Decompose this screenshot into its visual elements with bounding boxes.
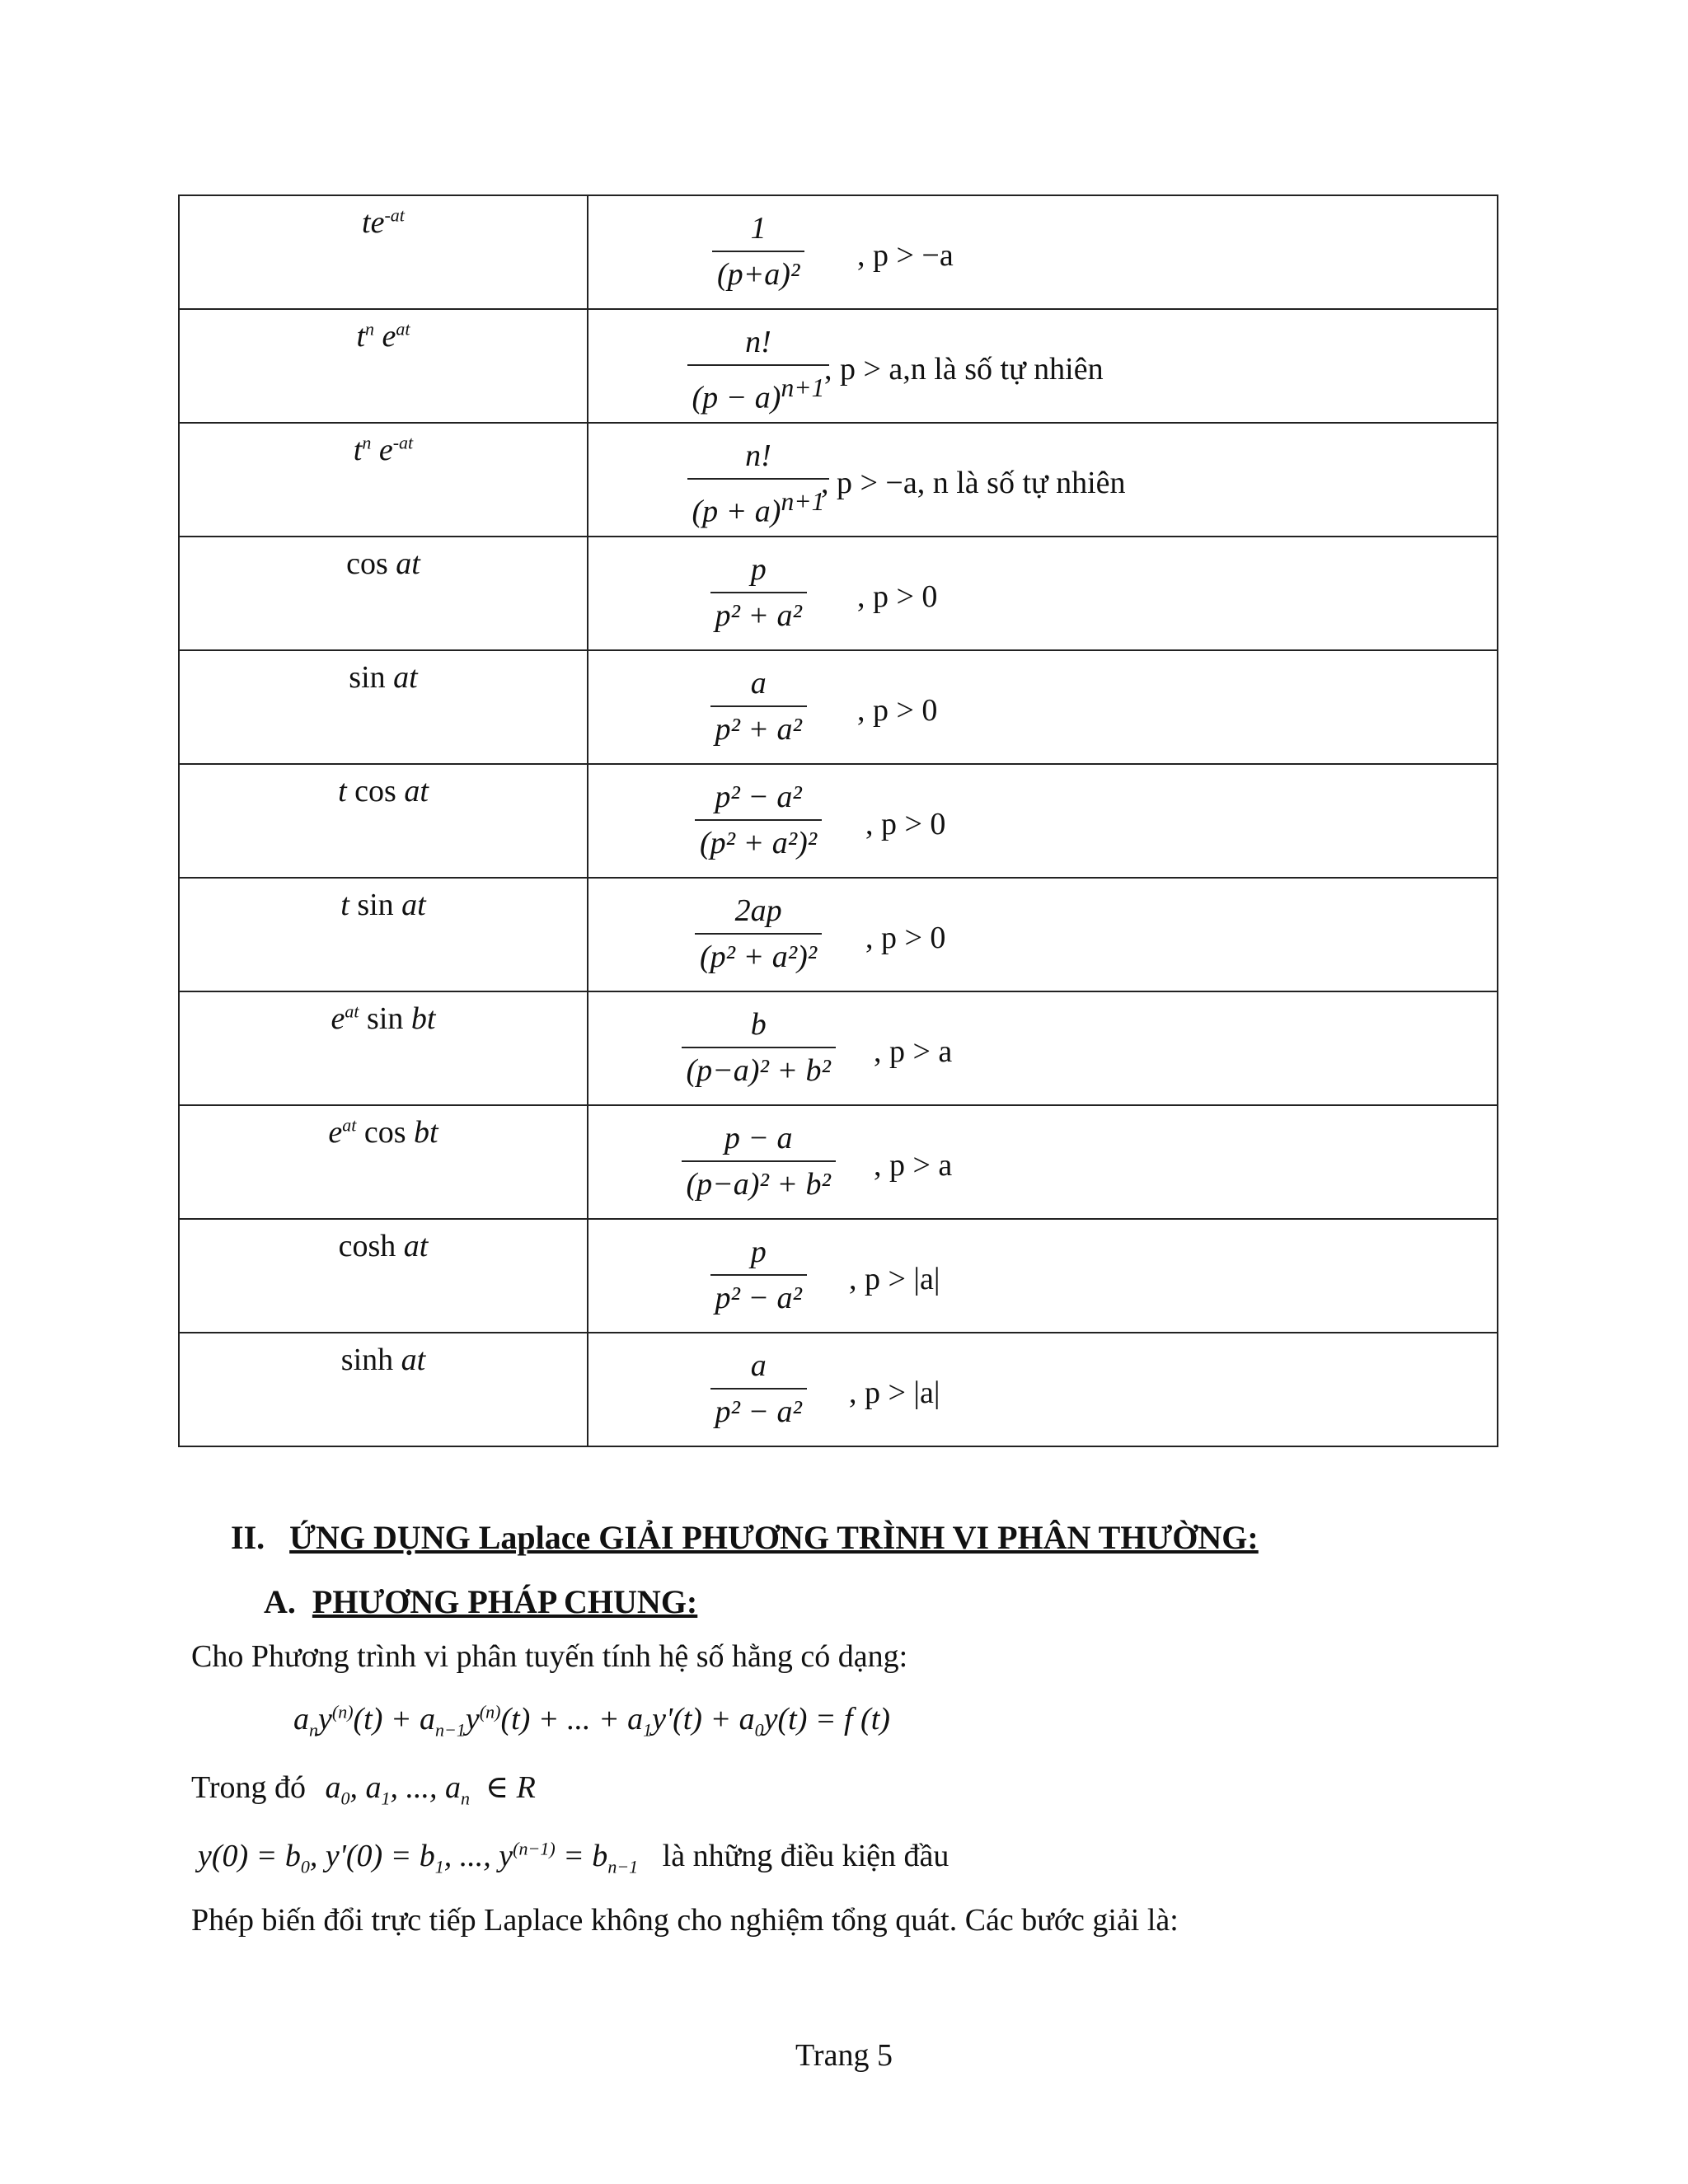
transform-fraction (682, 1119, 836, 1203)
transform-condition: , p > a (874, 1034, 953, 1069)
fraction-bar (710, 1388, 807, 1390)
transform-cell (588, 309, 1498, 423)
table-row (179, 1333, 1498, 1446)
section-a-heading (264, 1582, 697, 1621)
function-expression: $t^n$ $e^{at}$ (356, 318, 410, 354)
fraction-numerator: b (750, 1007, 767, 1042)
function-cell (179, 991, 588, 1105)
transform-fraction (687, 323, 830, 417)
transform-condition: , p > a,n là số tự nhiên (824, 352, 1104, 387)
fraction-denominator: p² + a² (715, 598, 802, 633)
transform-cell (588, 991, 1498, 1105)
fraction-denominator: $(p - a)^{n+1}$ (692, 373, 825, 415)
function-cell (179, 195, 588, 309)
initial-conditions-line: $y(0) = b_0$, $y'(0) = b_1$, ..., $y^{(n-1)} = b_{n-1}$ là những điều kiện đầu (198, 1838, 950, 1877)
transform-condition: , p > |a| (849, 1376, 940, 1410)
fraction-numerator: n! (745, 438, 771, 473)
fraction-denominator: (p−a)² + b² (686, 1167, 831, 1202)
function-expression: $e^{at}$ cos bt (328, 1114, 438, 1150)
section-ii-number: II. (231, 1519, 265, 1556)
transform-cell (588, 1219, 1498, 1333)
initial-text: là những điều kiện đầu (662, 1839, 950, 1873)
fraction-denominator: (p−a)² + b² (686, 1053, 831, 1088)
fraction-bar (682, 1047, 836, 1048)
fraction-denominator: p² − a² (715, 1394, 802, 1429)
table-row (179, 423, 1498, 537)
transform-fraction (710, 664, 807, 748)
table-row (179, 1105, 1498, 1219)
fraction-bar (682, 1160, 836, 1162)
transform-condition: , p > −a, n là số tự nhiên (821, 466, 1126, 500)
transform-condition: , p > a (874, 1148, 953, 1183)
function-expression: sinh at (340, 1343, 426, 1377)
section-a-title: PHƯƠNG PHÁP CHUNG: (312, 1583, 698, 1620)
table-row (179, 1219, 1498, 1333)
transform-cell (588, 195, 1498, 309)
function-expression: $e^{at}$ sin bt (331, 1001, 436, 1036)
function-cell (179, 309, 588, 423)
fraction-numerator: n! (745, 325, 771, 359)
fraction-bar (712, 251, 804, 252)
section-ii-title: ỨNG DỤNG Laplace GIẢI PHƯƠNG TRÌNH VI PHÂN THƯỜNG: (289, 1519, 1259, 1556)
intro-paragraph: Cho Phương trình vi phân tuyến tính hệ số hằng có dạng: (191, 1639, 908, 1674)
where-line: Trong đó $a_0$, $a_1$, ..., $a_n$ ∈ R (191, 1770, 536, 1809)
transform-condition: , p > 0 (857, 693, 938, 728)
transform-condition: , p > 0 (857, 579, 938, 614)
fraction-bar (710, 592, 807, 593)
fraction-numerator: a (750, 1348, 767, 1383)
transform-fraction (695, 892, 822, 976)
page-footer: Trang 5 (795, 2038, 893, 2073)
section-ii-heading (231, 1518, 1259, 1557)
table-row (179, 650, 1498, 764)
transform-cell (588, 878, 1498, 991)
transform-condition: , p > 0 (865, 807, 946, 841)
fraction-numerator: a (750, 666, 767, 701)
fraction-denominator: (p² + a²)² (700, 940, 818, 974)
fraction-denominator: p² − a² (715, 1281, 802, 1315)
fraction-bar (710, 1274, 807, 1276)
function-cell (179, 1105, 588, 1219)
table-row (179, 195, 1498, 309)
transform-fraction (712, 209, 804, 293)
fraction-bar (687, 478, 830, 480)
laplace-transform-table (178, 194, 1498, 1447)
fraction-denominator: (p² + a²)² (700, 826, 818, 860)
transform-cell (588, 650, 1498, 764)
fraction-bar (695, 819, 822, 821)
table-row (179, 878, 1498, 991)
table-row (179, 537, 1498, 650)
transform-cell (588, 537, 1498, 650)
function-cell (179, 1219, 588, 1333)
closing-paragraph: Phép biến đổi trực tiếp Laplace không cho nghiệm tổng quát. Các bước giải là: (191, 1903, 1179, 1938)
function-cell (179, 537, 588, 650)
transform-cell (588, 1333, 1498, 1446)
function-expression: $te^{-at}$ (362, 204, 405, 240)
transform-fraction (710, 1347, 807, 1431)
fraction-bar (687, 364, 830, 366)
transform-fraction (687, 437, 830, 531)
fraction-numerator: p − a (724, 1121, 793, 1155)
where-label: Trong đó (191, 1770, 307, 1805)
transform-cell (588, 1105, 1498, 1219)
transform-fraction (710, 1233, 807, 1317)
function-cell (179, 764, 588, 878)
function-expression: cos at (346, 546, 420, 581)
function-expression: $t^n$ $e^{-at}$ (353, 432, 414, 467)
transform-cell (588, 764, 1498, 878)
transform-fraction (695, 778, 822, 862)
fraction-denominator: $(p + a)^{n+1}$ (692, 487, 825, 529)
function-cell (179, 650, 588, 764)
fraction-bar (695, 933, 822, 935)
fraction-denominator: (p+a)² (717, 257, 800, 292)
function-cell (179, 878, 588, 991)
fraction-numerator: p (750, 552, 767, 587)
function-expression: cosh at (338, 1229, 429, 1263)
function-cell (179, 1333, 588, 1446)
fraction-bar (710, 705, 807, 707)
transform-condition: , p > −a (857, 238, 954, 273)
transform-condition: , p > |a| (849, 1262, 940, 1296)
function-expression: sin at (349, 660, 418, 695)
differential-equation: $a_ny^{(n)}(t) + a_{n-1}y^{(n)}(t)$ + ... + $a_1y'(t) + a_0y(t) = f$ (t) (293, 1701, 890, 1741)
fraction-numerator: p² − a² (715, 780, 802, 814)
fraction-numerator: 1 (750, 211, 767, 246)
section-a-number: A. (264, 1583, 296, 1620)
transform-condition: , p > 0 (865, 921, 946, 955)
transform-fraction (710, 551, 807, 635)
fraction-numerator: 2ap (734, 893, 782, 928)
transform-cell (588, 423, 1498, 537)
function-cell (179, 423, 588, 537)
table-row (179, 764, 1498, 878)
table-row (179, 991, 1498, 1105)
transform-fraction (682, 1005, 836, 1090)
table-row (179, 309, 1498, 423)
function-expression: t cos at (338, 774, 429, 808)
fraction-numerator: p (750, 1235, 767, 1269)
fraction-denominator: p² + a² (715, 712, 802, 747)
function-expression: t sin at (340, 888, 426, 922)
